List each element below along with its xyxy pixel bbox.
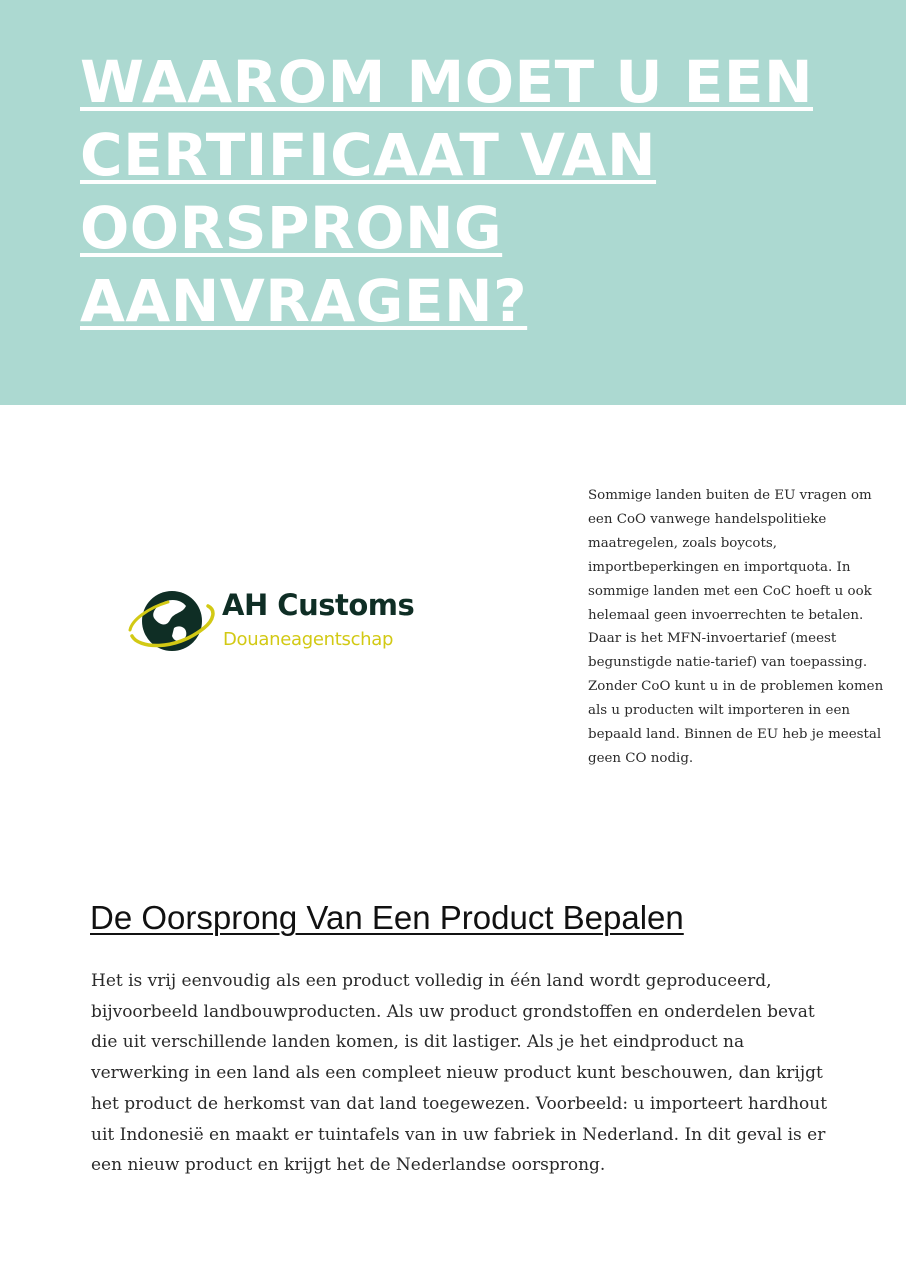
globe-arrow-icon xyxy=(128,584,220,662)
company-logo xyxy=(128,584,428,662)
page-title: WAAROM MOET U EEN CERTIFICAAT VAN OORSPRONG AANVRAGEN? xyxy=(80,48,813,335)
logo-subtitle: Douaneagentschap xyxy=(223,629,394,650)
sidebar-paragraph: Sommige landen buiten de EU vragen om een CoO vanwege handelspolitieke maatregelen, zoals boycots, importbeperkingen en importquota. In sommige landen met een CoC hoeft u ook helemaal geen invoerrechten te betalen. Daar is het MFN-invoertarief (meest begunstigde natie-tarief) van toepassing. Zonder CoO kunt u in de problemen komen als u producten wilt importeren in een bepaald land. Binnen de EU heb je meestal geen CO nodig. xyxy=(588,488,884,766)
section-heading: De Oorsprong Van Een Product Bepalen xyxy=(90,899,684,936)
logo-company-name: AH Customs xyxy=(222,588,415,622)
section-body-paragraph: Het is vrij eenvoudig als een product volledig in één land wordt geproduceerd, bijvoorbeeld landbouwproducten. Als uw product grondstoffen en onderdelen bevat die uit verschillende landen komen, is dit lastiger. Als je het eindproduct na verwerking in een land als een compleet nieuw product kunt beschouwen, dan krijgt het product de herkomst van dat land toegewezen. Voorbeeld: u importeert hardhout uit Indonesië en maakt er tuintafels van in uw fabriek in Nederland. In dit geval is er een nieuw product en krijgt het de Nederlandse oorsprong. xyxy=(91,971,828,1176)
hero-banner xyxy=(0,0,906,405)
